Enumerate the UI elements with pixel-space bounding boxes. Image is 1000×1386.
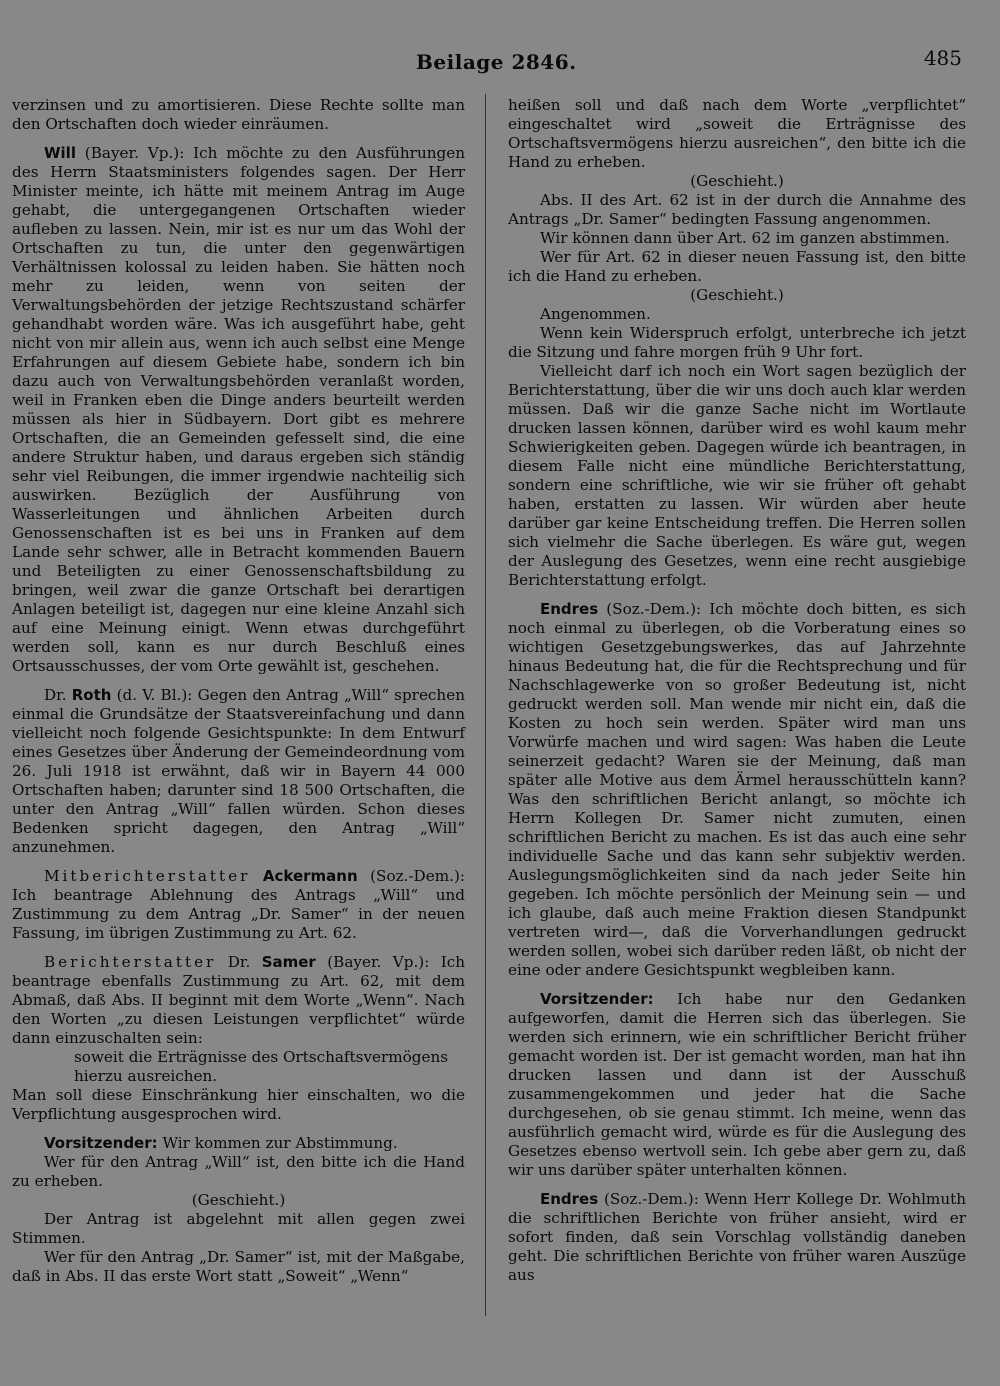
speech-text: Ich möchte doch bitten, es sich noch einmal zu überlegen, ob die Vorberatung eines so wichtigen Gesetzgebungswerkes, das auf Jahrzehnte hinaus Bedeutung hat, die für die Rechtsprechung und für Nachschlagewerke von so großer Bedeutung ist, nicht gedruckt werden soll. Man wende mir nicht ein, daß die Kosten zu hoch sein werden. Später wird man uns Vorwürfe machen und wird sagen: Was haben die Leute seinerzeit gedacht? Waren sie der Meinung, daß man später alle Motive aus dem Ärmel herausschütteln kann? Was den schriftlichen Bericht anlangt, so möchte ich Herrn Kollegen Dr. Samer nicht zumuten, einen schriftlichen Bericht zu machen. Es ist das auch eine sehr individuelle Sache und das kann sehr subjektiv werden. Auslegungsmöglichkeiten sind da nach jeder Seite hin gegeben. Ich möchte persönlich der Meinung sein — und ich glaube, daß auch meine Fraktion diesen Standpunkt vertreten wird—, daß die Vorverhandlungen gedruckt werden sollen, wobei sich darüber reden läßt, ob nicht der eine oder andere Gesichtspunkt wegbleiben kann.: [508, 600, 967, 979]
speaker-name: Vorsitzender:: [44, 1134, 158, 1152]
speaker-name: Samer: [261, 953, 316, 971]
paragraph: Wenn kein Widerspruch erfolgt, unterbreche ich jetzt die Sitzung und fahre morgen früh 9 Uhr fort.: [508, 324, 966, 361]
page-header: [0, 46, 1000, 80]
speech-text: Ich möchte zu den Ausführungen des Herrn Staatsministers folgendes sagen. Der Herr Minister meinte, ich hätte mit meinem Antrag im Auge gehabt, die untergegangenen Ortschaften wieder aufleben zu lassen. Nein, mir ist es nur um das Wohl der Ortschaften zu tun, die unter den gegenwärtigen Verhältnissen kolossal zu leiden haben. Sie hätten noch mehr zu leiden, wenn von seiten der Verwaltungsbehörden der jetzige Rechtszustand schärfer gehandhabt worden wäre. Was ich ausgeführt habe, geht nicht von mir allein aus, wenn ich auch selbst eine Menge Erfahrungen auf diesem Gebiete habe, sondern ich bin dazu auch von Verwaltungsbehörden veranlaßt worden, weil in Franken eben die Dinge anders beurteilt werden müssen als hier in Südbayern. Dort gibt es mehrere Ortschaften, die an Gemeinden gefesselt sind, die eine andere Struktur haben, und daraus ergeben sich ständig sehr viel Reibungen, die immer irgendwie nachteilig sich auswirken. Bezüglich der Ausführung von Wasserleitungen und ähnlichen Arbeiten durch Genossenschaften ist es bei uns in Franken auf dem Lande sehr schwer, alle in Betracht kommenden Bauern und Beteiligten zu einer Genossenschaftsbildung zu bringen, weil zwar die ganze Ortschaft bei derartigen Anlagen beteiligt ist, dagegen nur eine kleine Anzahl sich auf eine Meinung einigt. Wenn etwas durchgeführt werden soll, kann es nur durch Beschluß eines Ortsausschusses, der vom Orte gewählt ist, geschehen.: [12, 144, 465, 675]
column-divider: [485, 94, 486, 1316]
paragraph: Wer für den Antrag „Dr. Samer“ ist, mit der Maßgabe, daß in Abs. II das erste Wort statt „Soweit“ „Wenn“: [12, 1248, 465, 1285]
speaker-title: Dr.: [216, 953, 262, 971]
speech-vorsitzender: [12, 1134, 465, 1153]
quoted-insertion: soweit die Erträgnisse des Ortschaftsvermögens hierzu ausreichen.: [74, 1048, 449, 1085]
speech-text: Gegen den Antrag „Will“ sprechen einmal die Grundsätze der Staatsvereinfachung und dann vielleicht noch folgende Gesichtspunkte: In dem Entwurf eines Gesetzes über Änderung der Gemeindeordnung vom 26. Juli 1918 ist erwähnt, daß wir in Bayern 44 000 Ortschaften haben; darunter sind 18 500 Ortschaften, die unter den Antrag „Will“ fallen würden. Schon dieses Bedenken spricht dagegen, den Antrag „Will“ anzunehmen.: [12, 686, 465, 856]
speech-ackermann: [12, 867, 465, 943]
speaker-name: Ackermann: [262, 867, 358, 885]
speaker-party: (Soz.-Dem.):: [357, 867, 465, 885]
speech-will: [12, 144, 465, 676]
paragraph: Man soll diese Einschränkung hier einschalten, wo die Verpflichtung ausgesprochen wird.: [12, 1086, 465, 1123]
speaker-name: Endres: [540, 1190, 599, 1208]
paragraph: Wer für den Antrag „Will“ ist, den bitte ich die Hand zu erheben.: [12, 1153, 465, 1190]
page-number: 485: [923, 46, 962, 70]
paragraph: Abs. II des Art. 62 ist in der durch die Annahme des Antrags „Dr. Samer“ bedingten Fassung angenommen.: [508, 191, 966, 228]
paragraph: Der Antrag ist abgelehnt mit allen gegen zwei Stimmen.: [12, 1210, 465, 1247]
speaker-role: Berichterstatter: [44, 953, 217, 971]
paragraph: Vielleicht darf ich noch ein Wort sagen bezüglich der Berichterstattung, über die wir uns doch auch klar werden müssen. Daß wir die ganze Sache nicht im Wortlaute drucken lassen können, darüber wird es wohl kaum mehr Schwierigkeiten geben. Dagegen würde ich beantragen, in diesem Falle nicht eine mündliche Berichterstattung, sondern eine schriftliche, wie wir sie früher oft gehabt haben, erstatten zu lassen. Wir würden aber heute darüber gar keine Entscheidung treffen. Die Herren sollen sich vielmehr die Sache überlegen. Es wäre gut, wegen der Auslegung des Gesetzes, wenn eine recht ausgiebige Berichterstattung erfolgt.: [508, 362, 966, 589]
speaker-party: (Bayer. Vp.):: [75, 144, 185, 162]
speaker-role: Mitberichterstatter: [44, 867, 251, 885]
left-column: [12, 96, 465, 1286]
paragraph: heißen soll und daß nach dem Worte „verpflichtet“ eingeschaltet wird „soweit die Erträgnisse des Ortschaftsvermögens hierzu ausreichen“, den bitte ich die Hand zu erheben.: [508, 96, 966, 171]
speech-endres: [508, 600, 966, 980]
speaker-name: Roth: [71, 686, 112, 704]
speaker-party: (d. V. Bl.):: [111, 686, 193, 704]
speaker-name: Vorsitzender:: [540, 990, 654, 1008]
running-title: Beilage 2846.: [416, 50, 577, 74]
speaker-party: (Bayer. Vp.):: [315, 953, 430, 971]
speech-vorsitzender: [508, 990, 966, 1180]
speech-text: Ich beantrage Ablehnung des Antrags „Will“ und Zustimmung zu dem Antrag „Dr. Samer“ in der neuen Fassung, im übrigen Zustimmung zu Art. 62.: [12, 886, 465, 942]
speaker-title: Dr.: [44, 686, 72, 704]
speech-endres: [508, 1190, 966, 1285]
paragraph: Wer für Art. 62 in dieser neuen Fassung ist, den bitte ich die Hand zu erheben.: [508, 248, 966, 285]
paragraph: verzinsen und zu amortisieren. Diese Rechte sollte man den Ortschaften doch wieder einräumen.: [12, 96, 465, 133]
speaker-name: Will: [44, 144, 76, 162]
speaker-party: (Soz.-Dem.):: [598, 600, 702, 618]
speech-roth: [12, 686, 465, 857]
speech-text: Ich habe nur den Gedanken aufgeworfen, damit die Herren sich das überlegen. Sie werden sich erinnern, wie ein schriftlicher Bericht früher gemacht worden ist. Der ist gemacht worden, man hat ihn drucken lassen und dann ist der Ausschuß zusammengekommen und jeder hat die Sache durchgesehen, ob sie genau stimmt. Ich meine, wenn das ausführlich gemacht wird, würde es für die Auslegung des Gesetzes ebenso wertvoll sein. Ich gebe aber gern zu, daß wir uns darüber später unterhalten können.: [508, 990, 966, 1179]
right-column: [508, 96, 966, 1285]
speech-text: Wir kommen zur Abstimmung.: [157, 1134, 398, 1152]
procedural-note: (Geschieht.): [191, 1191, 286, 1209]
speech-text: Wenn Herr Kollege Dr. Wohlmuth die schriftlichen Berichte von früher ansieht, wird er sofort finden, daß sein Vorschlag vollständig daneben geht. Die schriftlichen Berichte von früher waren Auszüge aus: [508, 1190, 966, 1284]
procedural-note: (Geschieht.): [690, 172, 784, 190]
speaker-name: Endres: [540, 600, 599, 618]
procedural-note: (Geschieht.): [690, 286, 784, 304]
speech-text: Ich beantrage ebenfalls Zustimmung zu Art. 62, mit dem Abmaß, daß Abs. II beginnt mit dem Worte „Wenn“. Nach den Worten „zu diesen Leistungen verpflichtet“ würde dann einzuschalten sein:: [12, 953, 466, 1047]
speaker-party: (Soz.-Dem.):: [598, 1190, 699, 1208]
paragraph: Angenommen.: [540, 305, 651, 323]
speech-samer: [12, 953, 465, 1048]
paragraph: Wir können dann über Art. 62 im ganzen abstimmen.: [540, 229, 950, 247]
